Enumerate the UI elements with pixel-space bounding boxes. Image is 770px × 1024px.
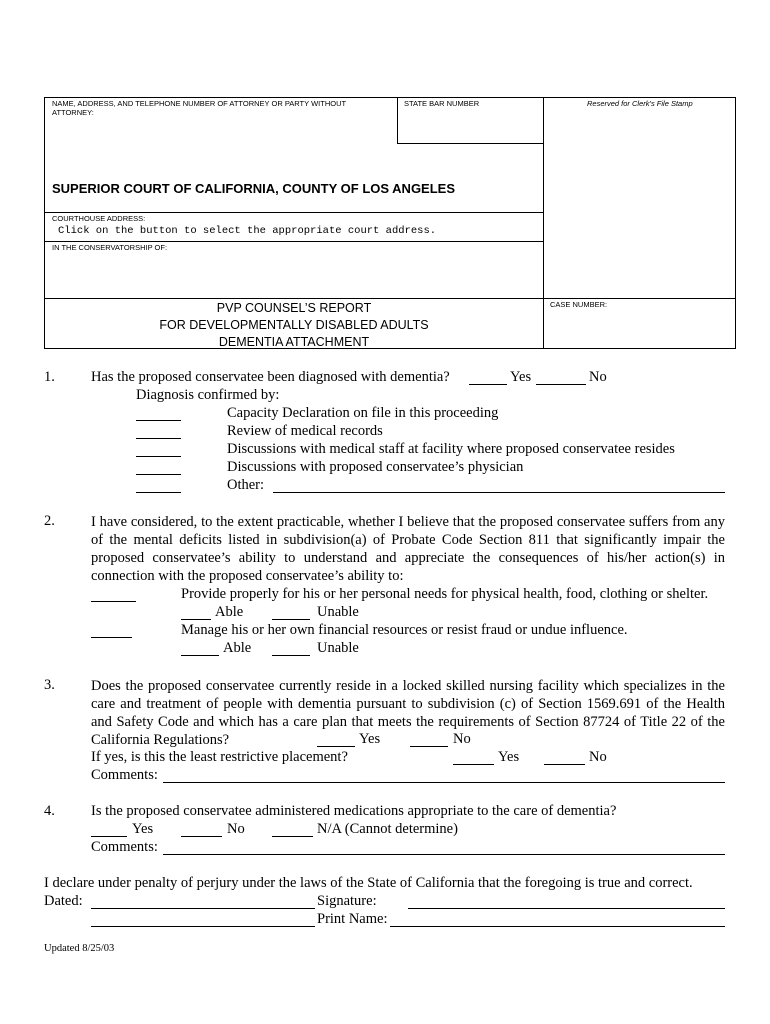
q1-option-other: Other: (227, 477, 265, 493)
q3-number: 3. (44, 677, 55, 693)
state-bar-label: STATE BAR NUMBER (404, 99, 480, 108)
conservatee-name-input[interactable] (52, 262, 532, 286)
q1-option-records: Review of medical records (227, 423, 383, 439)
q1-yes-label: Yes (510, 369, 532, 385)
q2-number: 2. (44, 513, 55, 529)
courthouse-button[interactable]: Click on the button to select the appropriate court address. (58, 225, 437, 237)
q1-no-label: No (589, 369, 607, 385)
print-name-input[interactable] (390, 926, 725, 927)
q2-item1-able-blank[interactable] (181, 619, 211, 620)
q2-item1-unable: Unable (317, 604, 359, 620)
clerk-stamp-label: Reserved for Clerk's File Stamp (587, 99, 693, 108)
q2-item2-blank[interactable] (91, 637, 132, 638)
dated-input[interactable] (91, 908, 315, 909)
dated-line-2 (91, 926, 315, 927)
q1-confirmed-by: Diagnosis confirmed by: (136, 387, 280, 403)
courthouse-label: COURTHOUSE ADDRESS: (52, 214, 146, 223)
signature-input[interactable] (408, 908, 725, 909)
q1-option-blank[interactable] (136, 492, 181, 493)
q2-item2-unable-blank[interactable] (272, 655, 310, 656)
q2-item1-able: Able (215, 604, 244, 620)
q3-no-blank[interactable] (410, 746, 448, 747)
q1-option-staff: Discussions with medical staff at facility where proposed conservatee resides (227, 441, 675, 457)
q3-comments-input[interactable] (163, 782, 725, 783)
q4-comments-input[interactable] (163, 854, 725, 855)
q1-option-blank[interactable] (136, 474, 181, 475)
q3-yes-label: Yes (359, 731, 381, 747)
q2-text: I have considered, to the extent practicable, whether I believe that the proposed conservatee suffers from any of the mental deficits listed in subdivision(a) of Probate Code Section 811 that significantly impair the proposed conservatee’s ability to understand and appreciate the consequences of his/her action(s) in connection with the proposed conservatee’s ability to: (91, 514, 725, 584)
q1-option-physician: Discussions with proposed conservatee’s physician (227, 459, 524, 475)
q4-na-label: N/A (Cannot determine) (317, 821, 458, 837)
declaration-text: I declare under penalty of perjury under the laws of the State of California that the foregoing is true and correct. (44, 875, 693, 891)
q4-number: 4. (44, 803, 55, 819)
signature-label: Signature: (317, 893, 377, 909)
q2-item2-able: Able (223, 640, 252, 656)
q2-item2: Manage his or her own financial resources or resist fraud or undue influence. (181, 622, 628, 638)
q2-item2-unable: Unable (317, 640, 359, 656)
q1-number: 1. (44, 369, 55, 385)
conservatorship-label: IN THE CONSERVATORSHIP OF: (52, 243, 168, 252)
q3-followup: If yes, is this the least restrictive placement? (91, 749, 348, 765)
case-number-label: CASE NUMBER: (550, 300, 608, 309)
q1-other-input[interactable] (273, 492, 725, 493)
q4-yes-blank[interactable] (91, 836, 127, 837)
q4-no-label: No (227, 821, 245, 837)
attorney-input[interactable] (52, 120, 387, 142)
q2-item1: Provide properly for his or her personal needs for physical health, food, clothing or shelter. (181, 586, 709, 602)
q4-text: Is the proposed conservatee administered medications appropriate to the care of dementia? (91, 803, 617, 819)
attorney-label: NAME, ADDRESS, AND TELEPHONE NUMBER OF ATTORNEY OR PARTY WITHOUT ATTORNEY: (52, 99, 346, 117)
q1-yes-blank[interactable] (469, 384, 507, 385)
case-number-input[interactable] (550, 316, 730, 338)
q3-followup-yes-blank[interactable] (453, 764, 494, 765)
q3-followup-yes-label: Yes (498, 749, 520, 765)
print-name-label: Print Name: (317, 911, 388, 927)
court-title: SUPERIOR COURT OF CALIFORNIA, COUNTY OF LOS ANGELES (52, 181, 456, 196)
q1-option-blank[interactable] (136, 420, 181, 421)
q3-no-label: No (453, 731, 471, 747)
q1-no-blank[interactable] (536, 384, 586, 385)
dated-label: Dated: (44, 893, 83, 909)
q4-na-blank[interactable] (272, 836, 313, 837)
form-title-1: PVP COUNSEL’S REPORT (216, 301, 372, 315)
q2-item1-blank[interactable] (91, 601, 136, 602)
q2-item2-able-blank[interactable] (181, 655, 219, 656)
q1-option-blank[interactable] (136, 438, 181, 439)
q1-option-blank[interactable] (136, 456, 181, 457)
q3-followup-no-blank[interactable] (544, 764, 585, 765)
q1-option-capacity: Capacity Declaration on file in this proceeding (227, 405, 499, 421)
q3-followup-no-label: No (589, 749, 607, 765)
q2-item1-unable-blank[interactable] (272, 619, 310, 620)
q4-no-blank[interactable] (181, 836, 222, 837)
q3-yes-blank[interactable] (317, 746, 355, 747)
q3-text: Does the proposed conservatee currently reside in a locked skilled nursing facility which specializes in the care and treatment of people with dementia pursuant to subdivision (c) of Section 1569.691 of the Health and Safety Code and which has a care plan that meets the requirements of Section 87724 of Title 22 of the California Regulations? (91, 678, 725, 748)
form-title-3: DEMENTIA ATTACHMENT (218, 335, 370, 349)
q4-comments-label: Comments: (91, 839, 158, 855)
form-title-2: FOR DEVELOPMENTALLY DISABLED ADULTS (159, 318, 429, 332)
state-bar-input[interactable] (402, 115, 539, 137)
q1-question: Has the proposed conservatee been diagnosed with dementia? (91, 369, 450, 385)
q4-yes-label: Yes (132, 821, 154, 837)
updated-footer: Updated 8/25/03 (44, 943, 115, 954)
q3-comments-label: Comments: (91, 767, 158, 783)
